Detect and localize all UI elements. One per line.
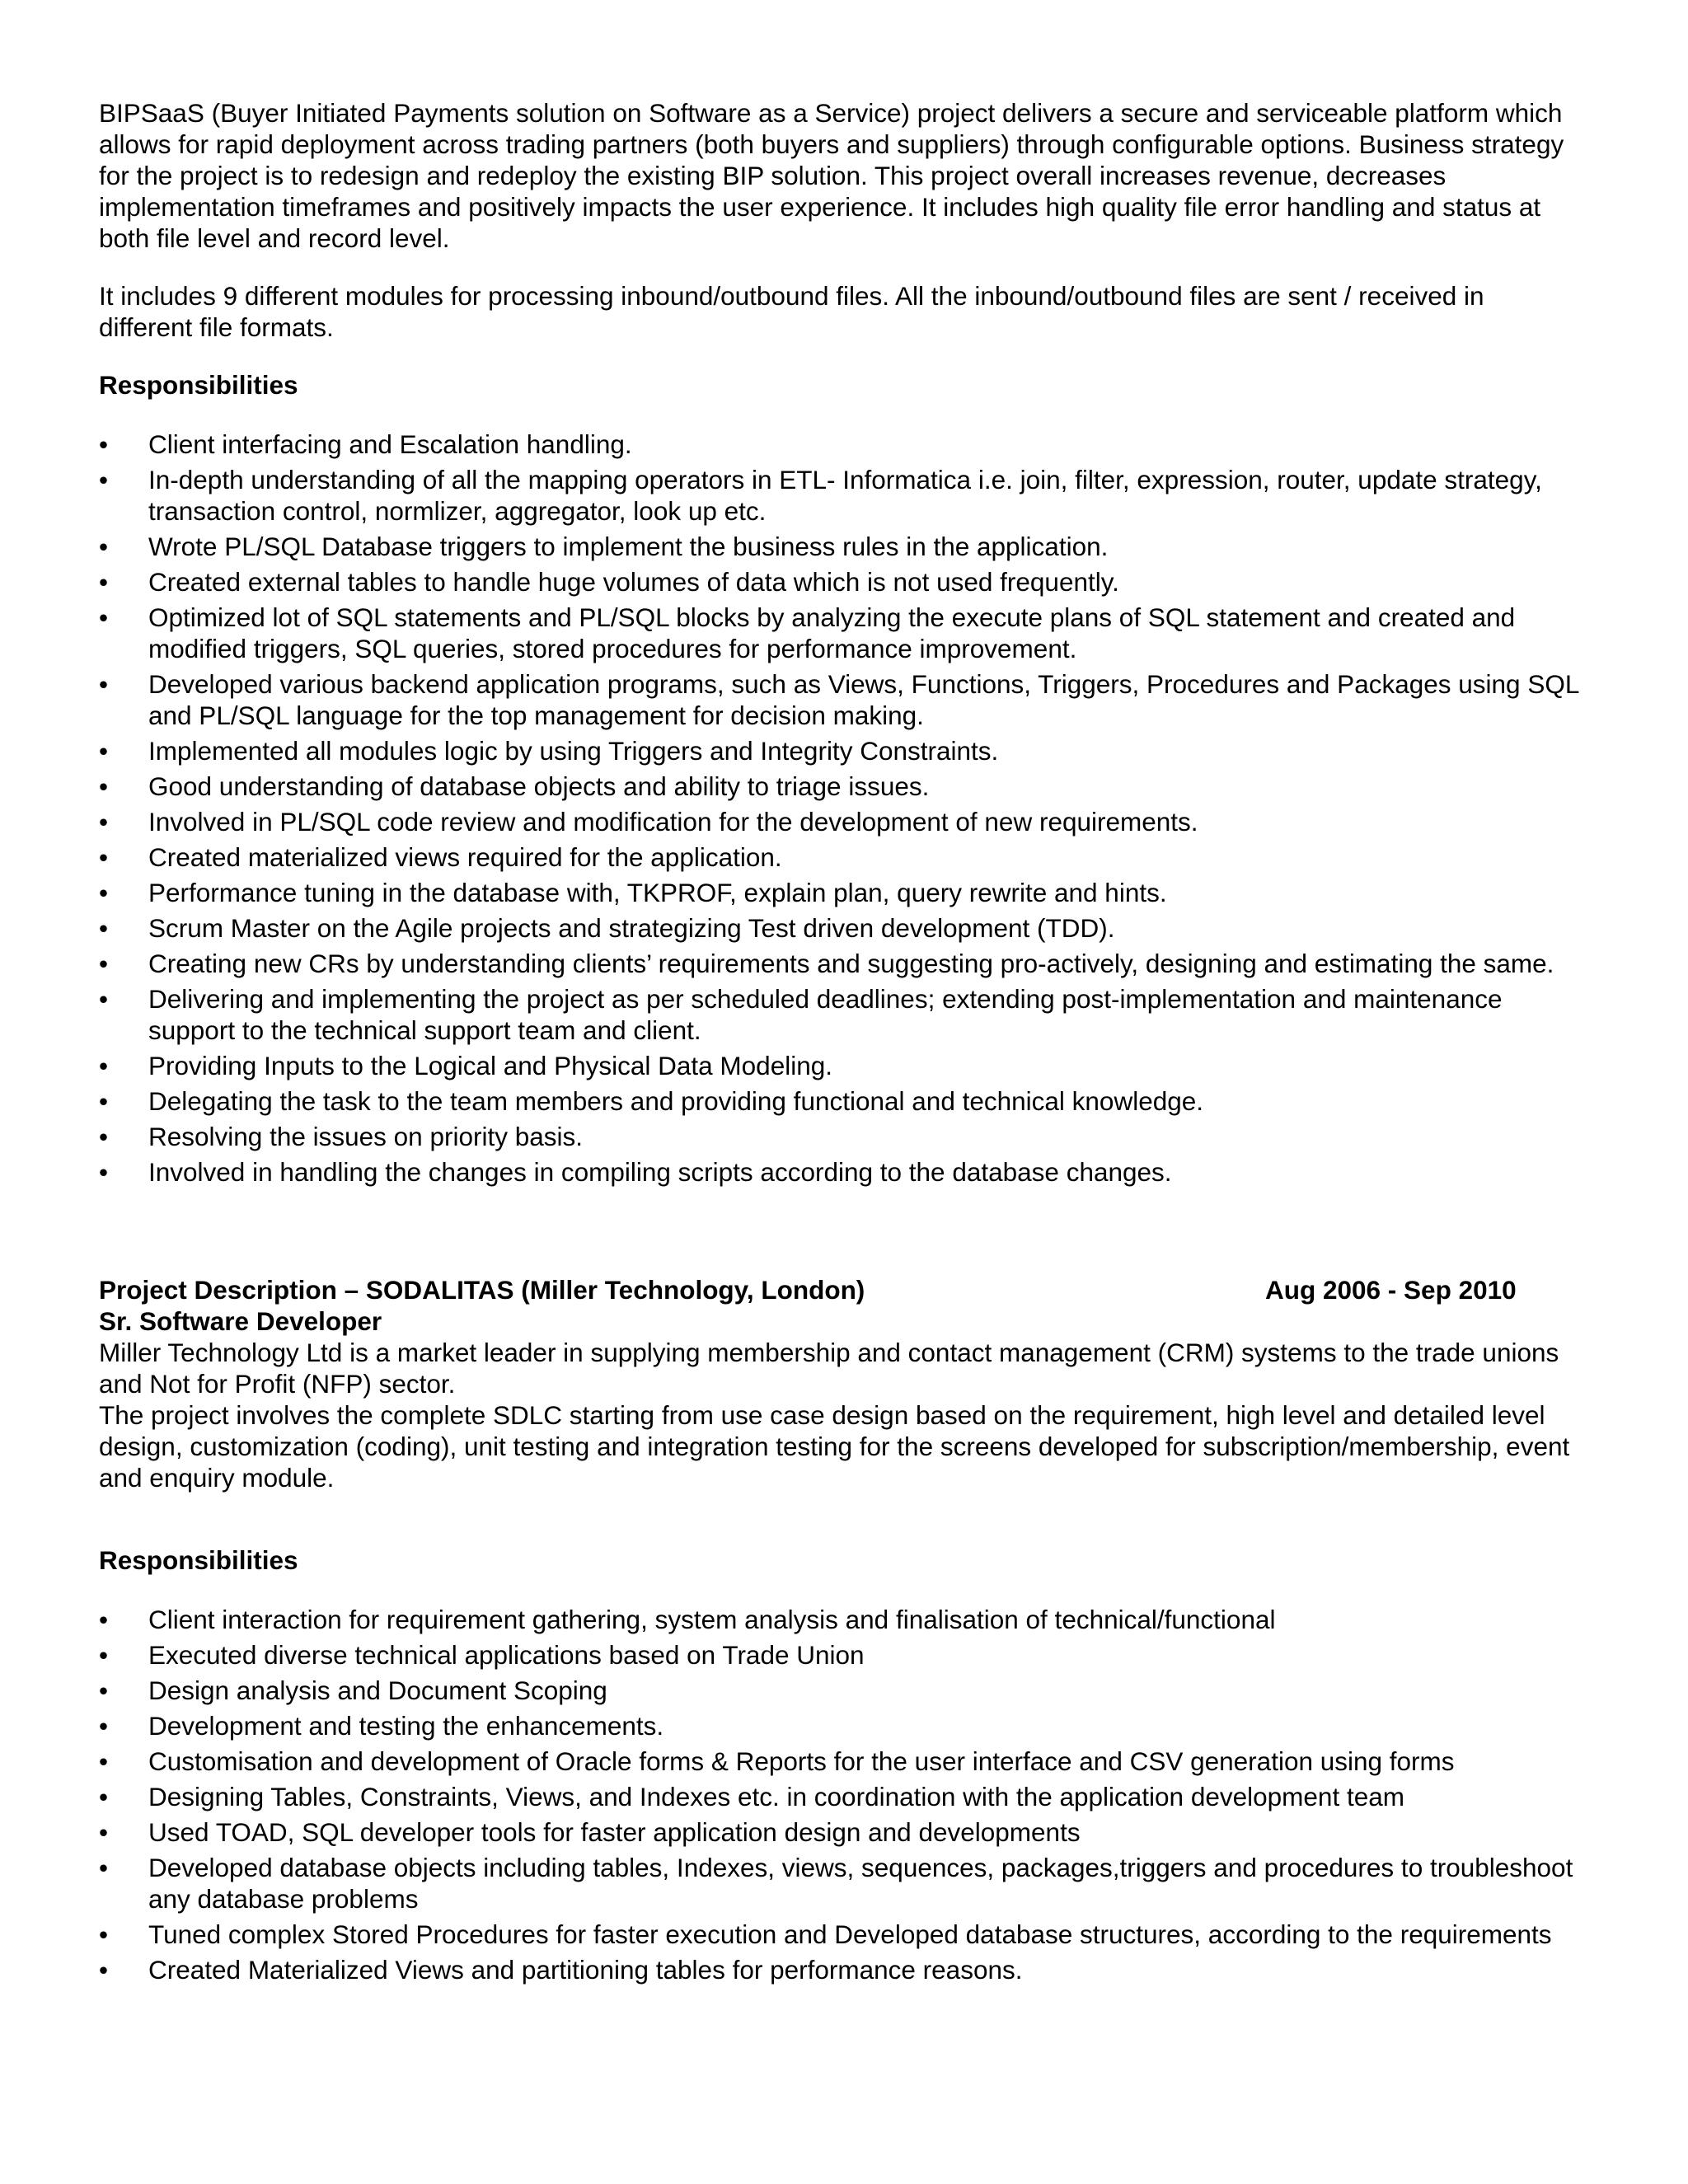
list-item bbox=[99, 1852, 1582, 1915]
bullet-icon: • bbox=[99, 1122, 109, 1151]
section-spacer bbox=[99, 1192, 1582, 1274]
list-item-text: Customisation and development of Oracle forms & Reports for the user interface and CSV generation using forms bbox=[148, 1746, 1455, 1776]
project-description bbox=[99, 1337, 1582, 1493]
project-role: Sr. Software Developer bbox=[99, 1306, 382, 1336]
bullet-icon: • bbox=[99, 669, 109, 699]
bullet-icon: • bbox=[99, 1817, 109, 1847]
bullet-icon: • bbox=[99, 1157, 109, 1187]
bullet-icon: • bbox=[99, 1746, 109, 1776]
list-item bbox=[99, 1085, 1582, 1117]
list-item-text: Good understanding of database objects and ability to triage issues. bbox=[148, 771, 930, 801]
bullet-icon: • bbox=[99, 913, 109, 943]
list-item bbox=[99, 1781, 1582, 1812]
list-item bbox=[99, 877, 1582, 908]
list-item-text: Scrum Master on the Agile projects and strategizing Test driven development (TDD). bbox=[148, 913, 1115, 943]
bullet-icon: • bbox=[99, 1640, 109, 1670]
list-item-text: Performance tuning in the database with, TKPROF, explain plan, query rewrite and hints. bbox=[148, 878, 1167, 907]
bullet-icon: • bbox=[99, 465, 109, 494]
list-item-text: Delivering and implementing the project as per scheduled deadlines; extending post-implementation and maintenance support to the technical support team and client. bbox=[148, 984, 1503, 1045]
list-item-text: Involved in handling the changes in compiling scripts according to the database changes. bbox=[148, 1157, 1172, 1187]
project-description-1: Miller Technology Ltd is a market leader in supplying membership and contact management (CRM) systems to the trade unions and Not for Profit (NFP) sector. bbox=[99, 1338, 1559, 1399]
list-item bbox=[99, 841, 1582, 873]
responsibilities-heading-1: Responsibilities bbox=[99, 370, 298, 400]
bullet-icon: • bbox=[99, 984, 109, 1014]
list-item-text: Optimized lot of SQL statements and PL/SQL blocks by analyzing the execute plans of SQL statement and created and modified triggers, SQL queries, stored procedures for performance improvement. bbox=[148, 602, 1516, 663]
list-item-text: Involved in PL/SQL code review and modification for the development of new requirements. bbox=[148, 807, 1198, 837]
list-item-text: Created Materialized Views and partitioning tables for performance reasons. bbox=[148, 1955, 1023, 1985]
list-item-text: Delegating the task to the team members and providing functional and technical knowledge. bbox=[148, 1086, 1204, 1116]
list-item-text: Resolving the issues on priority basis. bbox=[148, 1122, 583, 1151]
list-item bbox=[99, 668, 1582, 731]
responsibilities-list-2 bbox=[99, 1604, 1582, 1985]
list-item-text: Developed database objects including tables, Indexes, views, sequences, packages,triggers and procedures to troubleshoot any database problems bbox=[148, 1853, 1573, 1914]
list-item bbox=[99, 1639, 1582, 1671]
bullet-icon: • bbox=[99, 1711, 109, 1741]
bullet-icon: • bbox=[99, 429, 109, 459]
list-item-text: Used TOAD, SQL developer tools for faster application design and developments bbox=[148, 1817, 1081, 1847]
bullet-icon: • bbox=[99, 878, 109, 907]
list-item-text: Client interaction for requirement gathering, system analysis and finalisation of technical/functional bbox=[148, 1605, 1276, 1634]
list-item bbox=[99, 948, 1582, 979]
list-item bbox=[99, 1816, 1582, 1848]
bullet-icon: • bbox=[99, 602, 109, 632]
list-item-text: Providing Inputs to the Logical and Physical Data Modeling. bbox=[148, 1051, 832, 1080]
bullet-icon: • bbox=[99, 842, 109, 872]
list-item bbox=[99, 1604, 1582, 1635]
bullet-icon: • bbox=[99, 1919, 109, 1949]
bullet-icon: • bbox=[99, 567, 109, 597]
list-item-text: Tuned complex Stored Procedures for faster execution and Developed database structures, according to the requirements bbox=[148, 1919, 1552, 1949]
list-item bbox=[99, 1954, 1582, 1985]
list-item-text: Created external tables to handle huge volumes of data which is not used frequently. bbox=[148, 567, 1119, 597]
list-item-text: Development and testing the enhancements. bbox=[148, 1711, 664, 1741]
list-item bbox=[99, 1050, 1582, 1081]
list-item bbox=[99, 566, 1582, 598]
list-item-text: Implemented all modules logic by using Triggers and Integrity Constraints. bbox=[148, 736, 999, 766]
list-item-text: Design analysis and Document Scoping bbox=[148, 1675, 607, 1705]
list-item bbox=[99, 735, 1582, 766]
intro-paragraph-1: BIPSaaS (Buyer Initiated Payments solution on Software as a Service) project delivers a secure and serviceable platform which allows for rapid deployment across trading partners (both buyers and suppliers) through configurable options. Business strategy for the project is to redesign and redeploy the existing BIP solution. This project overall increases revenue, decreases implementation timeframes and positively impacts the user experience. It includes high quality file error handling and status at both file level and record level. bbox=[99, 98, 1564, 253]
list-item bbox=[99, 806, 1582, 837]
bullet-icon: • bbox=[99, 1051, 109, 1080]
intro-paragraph-2: It includes 9 different modules for processing inbound/outbound files. All the inbound/outbound files are sent / received in different file formats. bbox=[99, 281, 1484, 342]
list-item-text: Executed diverse technical applications based on Trade Union bbox=[148, 1640, 865, 1670]
list-item bbox=[99, 771, 1582, 802]
list-item-text: Wrote PL/SQL Database triggers to implement the business rules in the application. bbox=[148, 532, 1109, 561]
list-item-text: Creating new CRs by understanding clients’ requirements and suggesting pro-actively, designing and estimating the same. bbox=[148, 949, 1554, 978]
list-item bbox=[99, 1710, 1582, 1741]
list-item-text: Created materialized views required for the application. bbox=[148, 842, 782, 872]
bullet-icon: • bbox=[99, 736, 109, 766]
list-item bbox=[99, 429, 1582, 460]
list-item bbox=[99, 1746, 1582, 1777]
responsibilities-list-1 bbox=[99, 429, 1582, 1188]
list-item bbox=[99, 983, 1582, 1046]
bullet-icon: • bbox=[99, 949, 109, 978]
list-item bbox=[99, 1121, 1582, 1152]
bullet-icon: • bbox=[99, 1605, 109, 1634]
bullet-icon: • bbox=[99, 1853, 109, 1882]
bullet-icon: • bbox=[99, 807, 109, 837]
bullet-icon: • bbox=[99, 771, 109, 801]
responsibilities-heading-2: Responsibilities bbox=[99, 1545, 298, 1575]
section-spacer bbox=[99, 1493, 1582, 1544]
list-item bbox=[99, 602, 1582, 664]
project-header bbox=[99, 1274, 1582, 1305]
resume-page bbox=[99, 97, 1582, 1990]
bullet-icon: • bbox=[99, 1955, 109, 1985]
list-item bbox=[99, 912, 1582, 944]
bullet-icon: • bbox=[99, 1675, 109, 1705]
list-item bbox=[99, 1919, 1582, 1950]
project-description-2: The project involves the complete SDLC starting from use case design based on the requirement, high level and detailed level design, customization (coding), unit testing and integration testing for the screens developed for subscription/membership, event and enquiry module. bbox=[99, 1400, 1570, 1493]
project-title: Project Description – SODALITAS (Miller Technology, London) bbox=[99, 1275, 865, 1305]
list-item-text: Client interfacing and Escalation handling. bbox=[148, 429, 632, 459]
list-item bbox=[99, 531, 1582, 562]
list-item-text: Designing Tables, Constraints, Views, and Indexes etc. in coordination with the application development team bbox=[148, 1782, 1404, 1811]
bullet-icon: • bbox=[99, 532, 109, 561]
list-item bbox=[99, 1675, 1582, 1706]
bullet-icon: • bbox=[99, 1086, 109, 1116]
list-item bbox=[99, 464, 1582, 527]
list-item-text: In-depth understanding of all the mapping operators in ETL- Informatica i.e. join, filter, expression, router, update strategy, transaction control, normlizer, aggregator, look up etc. bbox=[148, 465, 1542, 526]
project-dates: Aug 2006 - Sep 2010 bbox=[1265, 1275, 1517, 1305]
list-item bbox=[99, 1156, 1582, 1188]
list-item-text: Developed various backend application programs, such as Views, Functions, Triggers, Procedures and Packages using SQL and PL/SQL language for the top management for decision making. bbox=[148, 669, 1579, 730]
bullet-icon: • bbox=[99, 1782, 109, 1811]
